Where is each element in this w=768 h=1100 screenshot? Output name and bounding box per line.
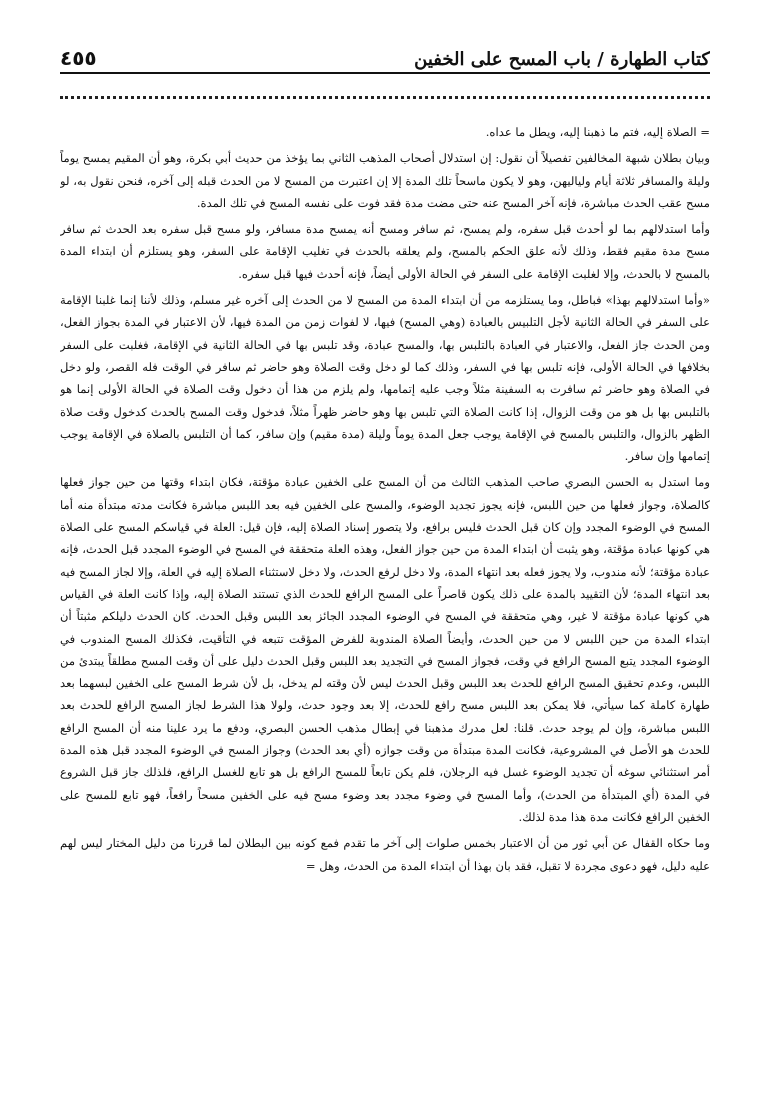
paragraph-abu-thawr: وما حكاه القفال عن أبي ثور من أن الاعتبار بخمس صلوات إلى آخر ما تقدم فمع كونه بين البطلان لما قررنا من دليل المختار ليس لهم عليه دليل، فهو دعوى مجردة لا تقبل، فقد بان بهذا أن ابتداء المدة من الحدث، وهل = (60, 836, 710, 873)
dotted-separator (60, 96, 710, 99)
running-title: كتاب الطهارة / باب المسح على الخفين (414, 49, 710, 70)
paragraph-rebuttal: «وأما استدلالهم بهذا» فباطل، وما يستلزمه من أن ابتداء المدة من المسح لا من الحدث إلى آخره غير مسلم، وذلك لأننا إنما غلبنا الإقامة على السفر في الحالة الثانية لأجل التلبيس بالعبادة (وهي المسح) فيها، لا لفوات زمن من المدة فيها، لأن الاعتبار في المدة بجواز الفعل، ومن الحدث جاز الفعل، والاعتبار في العبادة بالتلبس بها، والمسح عبادة، وقد تلبس بها في الحالة الثانية في الإقامة، فغلبت على السفر بخلافها في الحالة الأولى، فإنه تلبس بها في السفر، وذلك كما لو دخل وقت الصلاة وهو حاضر ثم سافر في الوقت فله القصر، ولو دخل في الصلاة وهو حاضر ثم سافرت به السفينة مثلاً وجب عليه إتمامها، ولم يلزم من هذا أن دخول وقت الصلاة في الحالة الأولى إنما هو بالتلبس بها بل هو من وقت الزوال، إذا كانت الصلاة التي تلبس بها وهو حاضر ظهراً مثلاً، فدخول وقت المسح بالحدث كدخول وقت صلاة الظهر بالزوال، والتلبس بالمسح في الإقامة يوجب جعل المدة يوماً وليلة (مدة مقيم) وإن سافر، كما أن التلبس بالصلاة في الإقامة يوجب إتمامها وإن سافر. (60, 293, 710, 464)
book-page (60, 38, 710, 1078)
paragraph-continuation: = الصلاة إليه، فتم ما ذهبنا إليه، ويطل ما عداه. (485, 125, 710, 139)
paragraph-refutation-intro: وبيان بطلان شبهة المخالفين تفصيلاً أن نقول: إن استدلال أصحاب المذهب الثاني بما يؤخذ من حديث أبي بكرة، وهو أن المقيم يمسح يوماً وليلة والمسافر ثلاثة أيام ولياليهن، وهو لا يكون ماسحاً تلك المدة إلا إن اعتبرت من المسح لا من الحدث قبله إلى آخره، فنحن نقول به، لو مسح عقب الحدث مباشرة، فإنه آخر المسح عنه حتى مضت مدة فقد فوت على نفسه المسح في تلك المدة. (60, 151, 710, 210)
page-header (60, 38, 710, 74)
page-body (60, 121, 710, 877)
page-number: ٤٥٥ (60, 46, 97, 70)
paragraph-travel-argument: وأما استدلالهم بما لو أحدث قبل سفره، ولم يمسح، ثم سافر ومسح أنه يمسح مدة مسافر، ولو مسح قبل سفره بعد الحدث ثم سافر مسح مدة مقيم فقط، وذلك لأنه علق الحكم بالمسح، ولم يعلقه بالحدث في تغليب الإقامة على السفر، وهو يستلزم أن ابتداء المدة بالمسح لا بالحدث، وإلا لغلبت الإقامة على السفر في الحالة الأولى أيضاً، فإنه أحدث فيها قبل سفره. (60, 222, 710, 281)
paragraph-hasan-basri: وما استدل به الحسن البصري صاحب المذهب الثالث من أن المسح على الخفين عبادة مؤقتة، فكان ابتداء وقتها من حين جواز فعلها كالصلاة، وجواز فعلها من حين اللبس، فإنه يجوز تجديد الوضوء، والمسح على الخفين فيه بعد اللبس مباشرة فكانت مدته مبتدأة منه أما المسح في الوضوء المجدد وإن كان قبل الحدث فليس برافع، ولا يتصور إسناد الصلاة إليه، فإن قيل: العلة في قياسكم المسح على الصلاة هي كونها عبادة مؤقتة، وهو يثبت أن ابتداء المدة من حين جواز الفعل، وهذه العلة متحققة في المسح في الوضوء المجدد قبل الحدث، فإنه عبادة مؤقتة؛ لأنه مندوب، ولا يجوز فعله بعد انتهاء المدة، ولا دخل لرفع الحدث، ولا دخل لاستثناء الصلاة إليه في العلة، وإلا لجاز المسح فيه بعد انتهاء المدة؛ لأن التقييد بالمدة على ذلك يكون قاصراً على المسح الرافع للحدث الذي تستند الصلاة إليه، وإذا كانت العلة في القياس هي كونها عبادة مؤقتة لا غير، وهي متحققة في المسح في الوضوء المجدد الجائز بعد اللبس وقبل الحدث. كان الحدث دليلكم مثبتاً أن ابتداء المدة من حين اللبس لا من حين الحدث، وأيضاً الصلاة المندوبة للفرض المؤقت تتبعه في التأقيت، فكذلك المسح المندوب في الوضوء المجدد يتبع المسح الرافع في وقت، فجواز المسح في التجديد بعد اللبس وقبل الحدث دليل على أن وقت المسح مطلقاً يبتدئ من اللبس، وعدم تحقيق المسح الرافع للحدث بعد اللبس وقبل الحدث ليس لأن وقته لم يدخل، بل لأن شرط المسح على الخفين لبسهما بعد طهارة كاملة كما سيأتي، فلا يمكن بعد اللبس مسح رافع للحدث، إلا بعد وجود حدث، ولولا هذا الشرط لجاز المسح الرافع للحدث بعد اللبس مباشرة، وإن لم يوجد حدث. قلنا: لعل مدرك مذهبنا في إبطال مذهب الحسن البصري، ودفع ما يرد علينا منه أن المسح الرافع للحدث هو الأصل في المشروعية، فكانت المدة مبتدأة من وقت جوازه (أي بعد الحدث) وجواز المسح في الوضوء المجدد قبل هذه المدة أمر استثنائي سوغه أن تجديد الوضوء غسل فيه الرجلان، فلم يكن تابعاً للمسح الرافع بل هو تابع للغسل الرافع، فلذلك جاز قبل الشروع في المدة (أي المبتدأة من الحدث)، وأما المسح في وضوء مجدد بعد وضوء مسح فيه على الخفين مسحاً رافعاً، فهو تابع للمسح على الخفين الرافع فكانت مدة هذا مدة لذلك. (60, 475, 710, 824)
